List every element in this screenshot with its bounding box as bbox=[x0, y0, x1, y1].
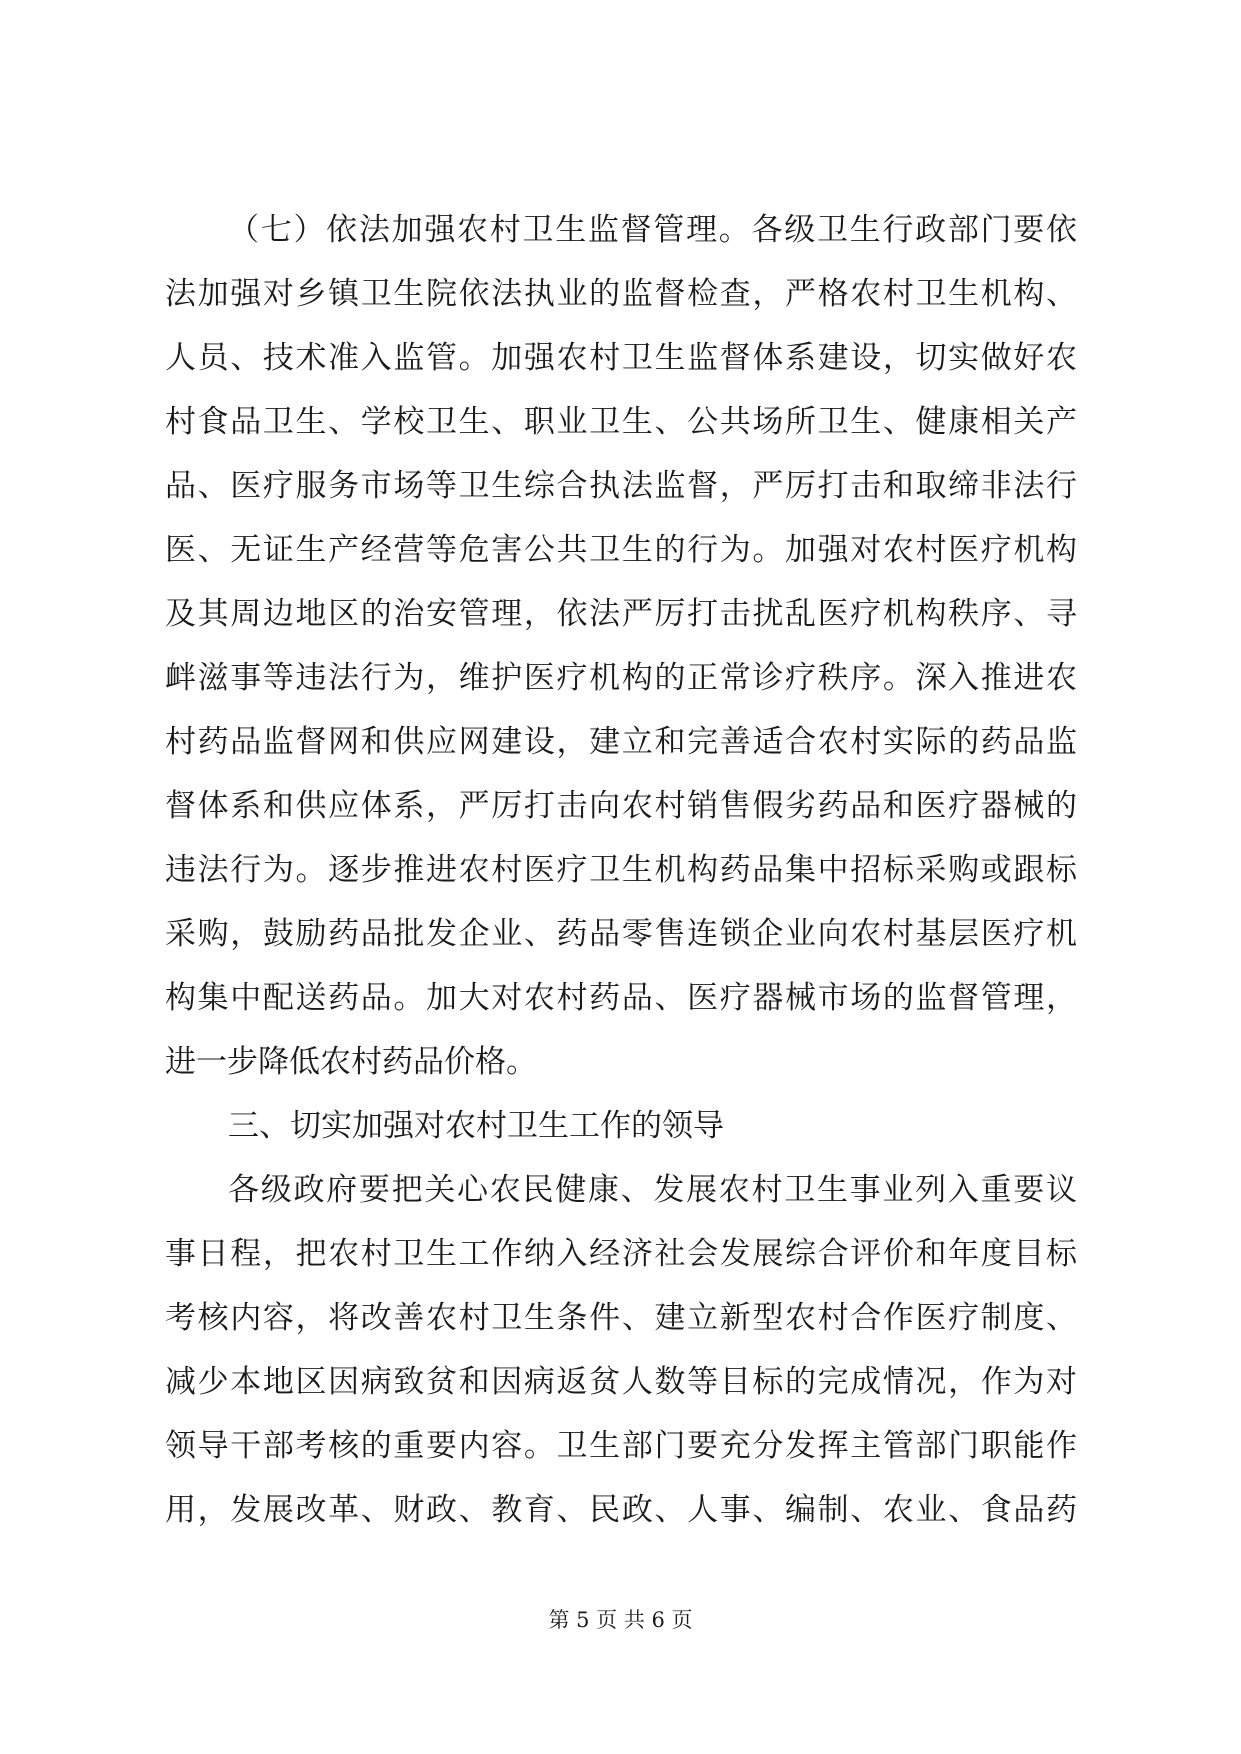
paragraph-line: 构集中配送药品。加大对农村药品、医疗器械市场的监督管理， bbox=[165, 980, 1077, 1016]
paragraph-line: 领导干部考核的重要内容。卫生部门要充分发挥主管部门职能作 bbox=[165, 1428, 1077, 1464]
paragraph-line: 督体系和供应体系，严厉打击向农村销售假劣药品和医疗器械的 bbox=[165, 788, 1077, 824]
page-footer: 第 5 页 共 6 页 bbox=[548, 1608, 693, 1632]
paragraph-line: 衅滋事等违法行为，维护医疗机构的正常诊疗秩序。深入推进农 bbox=[165, 660, 1077, 696]
paragraph-line: 村药品监督网和供应网建设，建立和完善适合农村实际的药品监 bbox=[165, 724, 1077, 760]
paragraph-line: 各级政府要把关心农民健康、发展农村卫生事业列入重要议 bbox=[228, 1172, 1077, 1208]
paragraph-line: 村食品卫生、学校卫生、职业卫生、公共场所卫生、健康相关产 bbox=[165, 404, 1077, 440]
paragraph-line: 医、无证生产经营等危害公共卫生的行为。加强对农村医疗机构 bbox=[165, 532, 1077, 568]
paragraph-line: 进一步降低农村药品价格。 bbox=[165, 1044, 537, 1080]
section-heading: 三、切实加强对农村卫生工作的领导 bbox=[228, 1108, 724, 1144]
paragraph-line: 及其周边地区的治安管理，依法严厉打击扰乱医疗机构秩序、寻 bbox=[165, 596, 1077, 632]
paragraph-line: 人员、技术准入监管。加强农村卫生监督体系建设，切实做好农 bbox=[165, 340, 1077, 376]
paragraph-line: 用，发展改革、财政、教育、民政、人事、编制、农业、食品药 bbox=[165, 1492, 1077, 1528]
paragraph-line: 采购，鼓励药品批发企业、药品零售连锁企业向农村基层医疗机 bbox=[165, 916, 1077, 952]
paragraph-line: 减少本地区因病致贫和因病返贫人数等目标的完成情况，作为对 bbox=[165, 1364, 1077, 1400]
paragraph-line: 品、医疗服务市场等卫生综合执法监督，严厉打击和取缔非法行 bbox=[165, 468, 1077, 504]
paragraph-line: 事日程，把农村卫生工作纳入经济社会发展综合评价和年度目标 bbox=[165, 1236, 1077, 1272]
paragraph-line: 违法行为。逐步推进农村医疗卫生机构药品集中招标采购或跟标 bbox=[165, 852, 1077, 888]
paragraph-line: 考核内容，将改善农村卫生条件、建立新型农村合作医疗制度、 bbox=[165, 1300, 1077, 1336]
paragraph-line: 法加强对乡镇卫生院依法执业的监督检查，严格农村卫生机构、 bbox=[165, 276, 1077, 312]
paragraph-line: （七）依法加强农村卫生监督管理。各级卫生行政部门要依 bbox=[228, 212, 1077, 248]
